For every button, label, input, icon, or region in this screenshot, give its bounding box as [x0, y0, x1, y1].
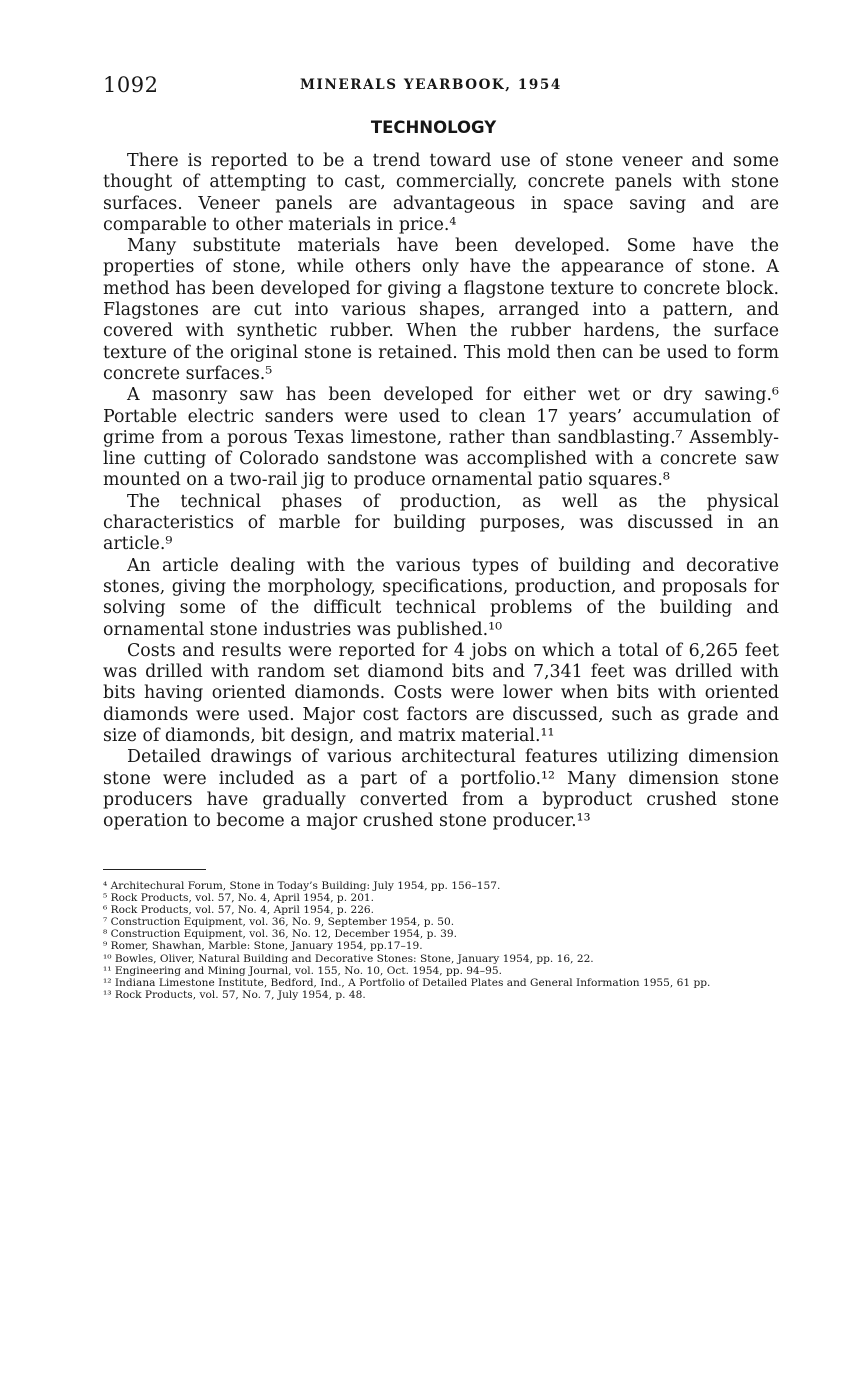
paragraph: Many substitute materials have been developed. Some have the properties of stone, while others only have the appearance of stone. A method has been developed for giving a flagstone texture to concrete block. Flagstones are cut into various shapes, arranged into a pattern, and covered with synthetic rubber. When the rubber hardens, the surface texture of the original stone is retained. This mold then can be used to form concrete surfaces.⁵ [103, 236, 779, 384]
footnote: ⁴ Architechural Forum, Stone in Today’s Building: July 1954, pp. 156–157. [103, 880, 501, 892]
paragraph: Detailed drawings of various architectural features utilizing dimension stone were included as a part of a portfolio.¹² Many dimension stone producers have gradually converted from a byproduct crushed stone operation to become a major crushed stone producer.¹³ [103, 747, 779, 832]
footnote: ⁶ Rock Products, vol. 57, No. 4, April 1954, p. 226. [103, 904, 375, 917]
footnote: ⁵ Rock Products, vol. 57, No. 4, April 1954, p. 201. [103, 892, 375, 905]
footnote: ⁷ Construction Equipment, vol. 36, No. 9, September 1954, p. 50. [103, 916, 455, 929]
footnote-rule [103, 869, 206, 870]
paragraph: A masonry saw has been developed for either wet or dry sawing.⁶ Portable electric sanders were used to clean 17 years’ accumulation of grime from a porous Texas limestone, rather than sandblasting.⁷ Assembly-line cutting of Colorado sandstone was accomplished with a concrete saw mounted on a two-rail jig to produce ornamental patio squares.⁸ [103, 385, 779, 491]
footnote: ¹¹ Engineering and Mining Journal, vol. 155, No. 10, Oct. 1954, pp. 94–95. [103, 964, 502, 977]
paragraph: The technical phases of production, as well as the physical characteristics of marble for building purposes, was discussed in an article.⁹ [103, 491, 779, 555]
footnote: ⁸ Construction Equipment, vol. 36, No. 12, December 1954, p. 39. [103, 928, 457, 941]
section-title: TECHNOLOGY [370, 118, 497, 137]
running-title: MINERALS YEARBOOK, 1954 [300, 77, 562, 93]
paragraph: There is reported to be a trend toward use of stone veneer and some thought of attempting to cast, commercially, concrete panels with stone surfaces. Veneer panels are advantageous in space saving and are comparable to other materials in price.⁴ [103, 151, 779, 235]
footnote: ¹⁰ Bowles, Oliver, Natural Building and Decorative Stones: Stone, January 1954, pp. 16, 22. [103, 952, 594, 965]
paragraph: Costs and results were reported for 4 jobs on which a total of 6,265 feet was drilled with random set diamond bits and 7,341 feet was drilled with bits having oriented diamonds. Costs were lower when bits with oriented diamonds were used. Major cost factors are discussed, such as grade and size of diamonds, bit design, and matrix material.¹¹ [103, 640, 779, 747]
footnotes [103, 880, 779, 1001]
paragraph: An article dealing with the various types of building and decorative stones, giving the morphology, specifications, production, and proposals for solving some of the difficult technical problems of the building and ornamental stone industries was published.¹⁰ [103, 555, 779, 640]
footnote: ⁹ Romer, Shawhan, Marble: Stone, January 1954, pp.17–19. [103, 940, 423, 953]
body-text [103, 151, 779, 833]
footnote: ¹² Indiana Limestone Institute, Bedford, Ind., A Portfolio of Detailed Plates and General Information 1955, 61 pp. [103, 976, 711, 989]
page-number: 1092 [103, 73, 159, 97]
footnote: ¹³ Rock Products, vol. 57, No. 7, July 1954, p. 48. [103, 988, 366, 1001]
